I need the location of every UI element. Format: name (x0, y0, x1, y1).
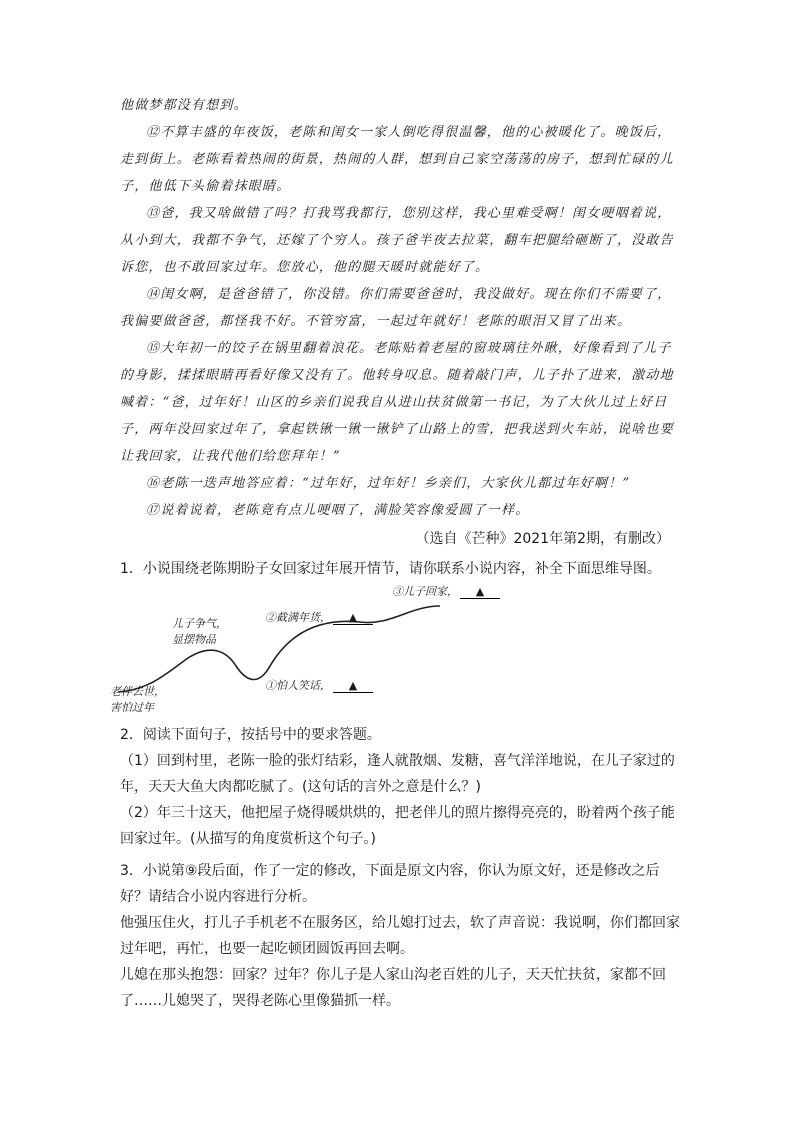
question-3-original-2: 儿媳在那头抱怨：回家？过年？你儿子是人家山沟老百姓的儿子，天天忙扶贫，家都不回了……儿媳哭了，哭得老陈心里像猫抓一样。 (120, 967, 666, 1009)
node-start: 老伴去世， 害怕过年 (110, 685, 165, 714)
question-2-sentence-2: （2）年三十这天，他把屋子烧得暖烘烘的，把老伴儿的照片擦得亮亮的，盼着两个孩子能回家过年。(从描写的角度赏析这个句子。) (120, 805, 675, 847)
plot-mind-map (110, 580, 485, 720)
question-3-original-1: 他强压住火，打儿子手机老不在服务区，给儿媳打过去，软了声音说：我说啊，你们都回家过年吧，再忙，也要一起吃顿团圆饭再回去啊。 (120, 915, 680, 957)
node-step-3: ③儿子回家， ▲ (392, 584, 500, 600)
paragraph-16: ⑯老陈一迭声地答应着：“过年好，过年好！乡亲们，大家伙儿都过年好啊！” (146, 476, 631, 491)
answer-blank-2[interactable]: ▲ (333, 612, 373, 625)
question-2-sentence-1: （1）回到村里，老陈一脸的张灯结彩，逢人就散烟、发糖，喜气洋洋地说，在儿子家过的年，天天大鱼大肉都吃腻了。(这句话的言外之意是什么？) (120, 753, 675, 795)
paragraph-17: ⑰说着说着，老陈竟有点儿哽咽了，满脸笑容像爱圆了一样。 (146, 503, 530, 518)
question-3-text: 3．小说第⑨段后面，作了一定的修改，下面是原文内容，你认为原文好，还是修改之后好？请结合小说内容进行分析。 (120, 863, 660, 905)
story-line-continued: 他做梦都没有想到。 (120, 98, 248, 113)
paragraph-14: ⑭闺女啊，是爸爸错了，你没错。你们需要爸爸时，我没做好。现在你们不需要了，我偏要做爸爸，都怪我不好。不管穷富，一起过年就好！老陈的眼泪又冒了出来。 (120, 287, 672, 329)
source-citation: （选自《芒种》2021年第2期，有删改） (415, 531, 670, 547)
answer-blank-3[interactable]: ▲ (460, 586, 500, 599)
question-3 (120, 858, 680, 1014)
question-2-text: 2．阅读下面句子，按括号中的要求答题。 (120, 727, 381, 743)
story-passage (120, 92, 680, 524)
answer-blank-1[interactable]: ▲ (333, 680, 373, 693)
node-step-1: ①怕人笑话， ▲ (265, 678, 373, 694)
paragraph-12: ⑫不算丰盛的年夜饭，老陈和闺女一家人倒吃得很温馨，他的心被暖化了。晚饭后，走到街上。老陈看着热闹的街景，热闹的人群，想到自己家空荡荡的房子，想到忙碌的儿子，他低下头偷着抹眼睛。 (120, 125, 674, 194)
paragraph-15: ⑮大年初一的饺子在锅里翻着浪花。老陈贴着老屋的窗玻璃往外瞅，好像看到了儿子的身影，揉揉眼睛再看好像又没有了。他转身叹息。随着敲门声，儿子扑了进来，激动地喊着：“爸，过年好！山区的乡亲们说我自从进山扶贫做第一书记，为了大伙儿过上好日子，两年没回家过年了，拿起铁锹一锹一锹铲了山路上的雪，把我送到火车站，说啥也要让我回家，让我代他们给您拜年！” (120, 341, 674, 464)
node-step-2: ②截满年货， ▲ (265, 610, 373, 626)
question-2 (120, 722, 680, 852)
question-1-text: 1．小说围绕老陈期盼子女回家过年展开情节，请你联系小说内容，补全下面思维导图。 (120, 561, 661, 577)
node-pride: 儿子争气， 显摆物品 (172, 617, 227, 646)
question-1 (120, 556, 680, 582)
paragraph-13: ⑬爸，我又啥做错了吗？打我骂我都行，您别这样，我心里难受啊！闺女哽咽着说，从小到大，我都不争气，还嫁了个穷人。孩子爸半夜去拉菜，翻车把腿给砸断了，没敢告诉您，也不敢回家过年。您放心，他的腿天暖时就能好了。 (120, 206, 674, 275)
